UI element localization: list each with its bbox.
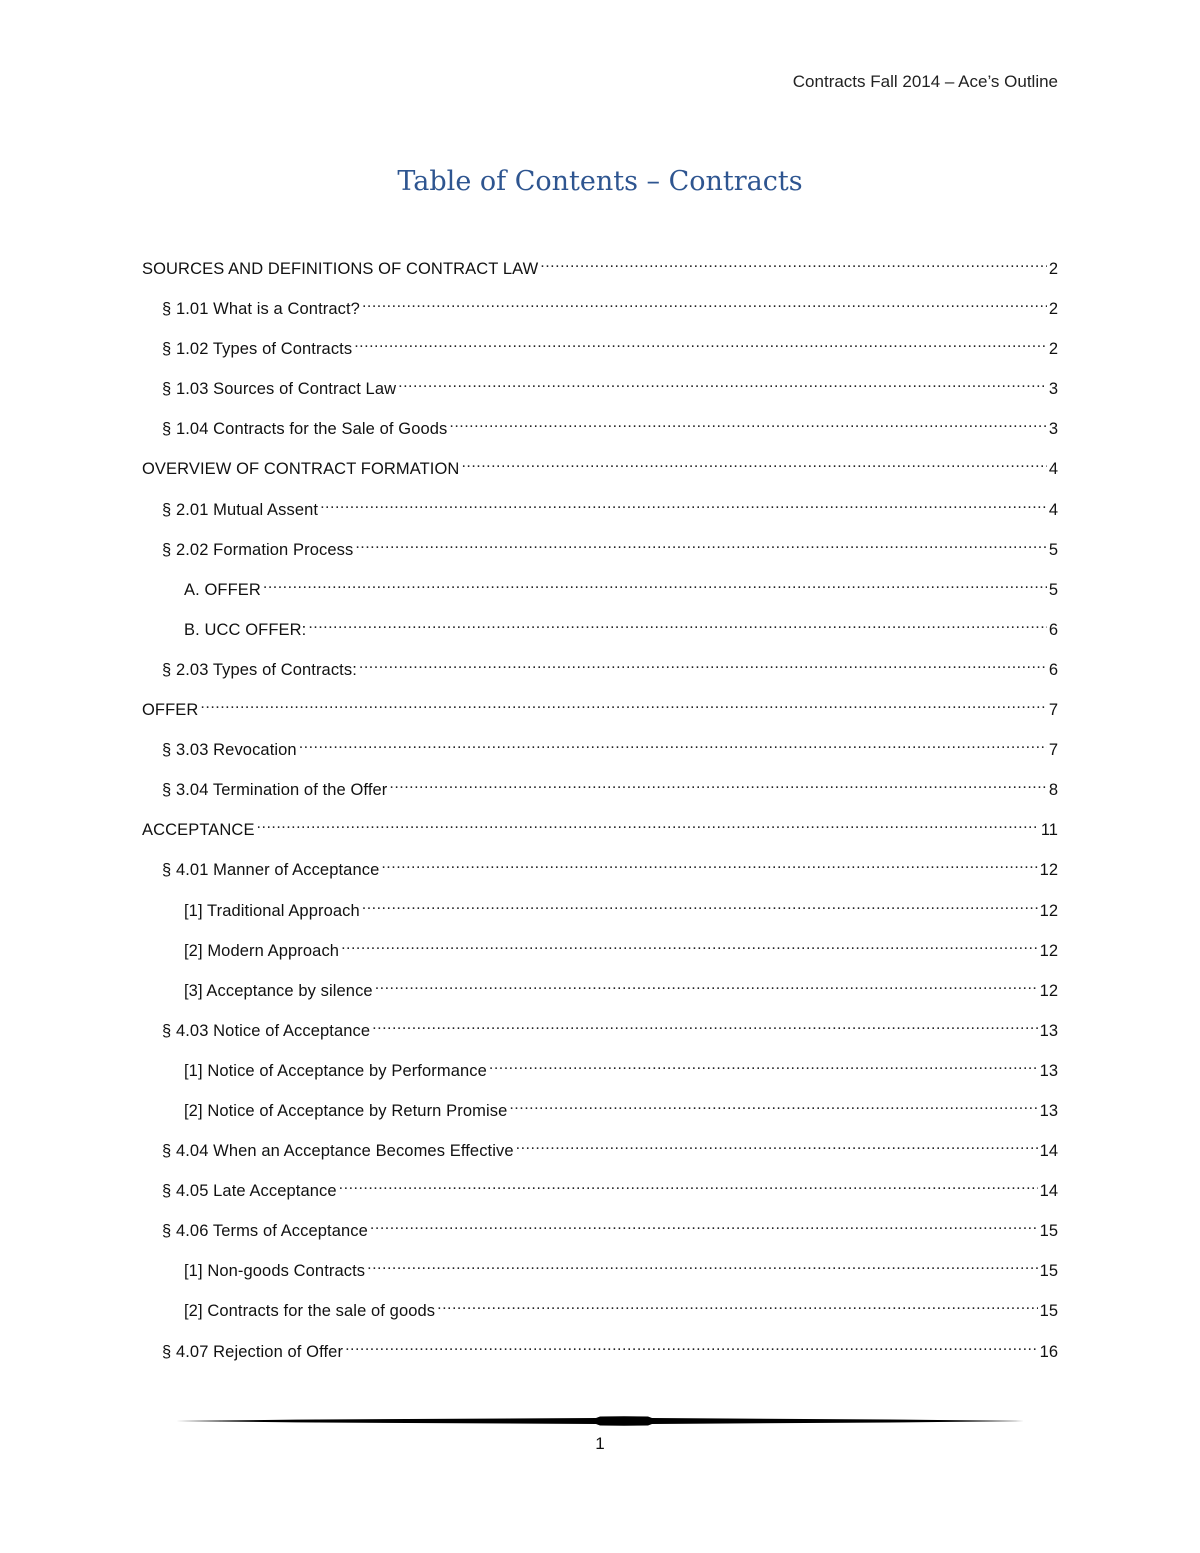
dot-leader (461, 458, 1046, 474)
toc-entry-label[interactable]: § 4.07 Rejection of Offer (162, 1342, 344, 1361)
dot-leader (308, 619, 1047, 635)
toc-entry[interactable] (142, 575, 1058, 615)
toc-entry[interactable] (142, 1216, 1058, 1256)
toc-entry[interactable] (142, 695, 1058, 735)
footer-divider (176, 1414, 1024, 1428)
toc-entry-page-number[interactable]: 12 (1039, 981, 1058, 1000)
dot-leader (449, 418, 1046, 434)
toc-entry-page-number[interactable]: 15 (1039, 1302, 1058, 1321)
dot-leader (263, 579, 1047, 595)
dot-leader (362, 900, 1038, 916)
toc-entry[interactable] (142, 775, 1058, 815)
toc-entry-page-number[interactable]: 14 (1039, 1182, 1058, 1201)
dot-leader (381, 859, 1037, 875)
toc-entry[interactable] (142, 294, 1058, 334)
toc-entry-page-number[interactable]: 14 (1039, 1142, 1058, 1161)
toc-entry-page-number[interactable]: 6 (1048, 660, 1058, 679)
toc-entry-page-number[interactable]: 12 (1039, 901, 1058, 920)
toc-entry-label[interactable]: § 1.04 Contracts for the Sale of Goods (162, 420, 448, 439)
toc-entry-page-number[interactable]: 6 (1048, 620, 1058, 639)
toc-entry-label[interactable]: § 1.01 What is a Contract? (162, 300, 360, 319)
page-number: 1 (595, 1434, 605, 1453)
toc-entry[interactable] (142, 735, 1058, 775)
toc-entry[interactable] (142, 855, 1058, 895)
toc-entry-label[interactable]: [2] Modern Approach (184, 941, 340, 960)
toc-entry-page-number[interactable]: 5 (1048, 540, 1058, 559)
toc-entry[interactable] (142, 1136, 1058, 1176)
dot-leader (355, 539, 1046, 555)
toc-entry-page-number[interactable]: 3 (1048, 380, 1058, 399)
dot-leader (372, 1020, 1037, 1036)
toc-entry-page-number[interactable]: 2 (1048, 340, 1058, 359)
dot-leader (398, 378, 1047, 394)
table-of-contents (142, 254, 1058, 1377)
toc-entry-label[interactable]: A. OFFER (184, 580, 261, 599)
toc-entry-page-number[interactable]: 2 (1048, 260, 1058, 278)
toc-entry-label[interactable]: B. UCC OFFER: (184, 620, 307, 639)
dot-leader (509, 1100, 1037, 1116)
toc-entry-label[interactable]: OFFER (142, 701, 199, 720)
dot-leader (345, 1341, 1038, 1357)
toc-entry[interactable] (142, 1016, 1058, 1056)
toc-entry-page-number[interactable]: 13 (1039, 1061, 1058, 1080)
toc-entry-page-number[interactable]: 4 (1048, 500, 1058, 519)
dot-leader (341, 940, 1038, 956)
toc-entry[interactable] (142, 1256, 1058, 1296)
dot-leader (339, 1180, 1038, 1196)
toc-entry-label[interactable]: § 2.02 Formation Process (162, 540, 354, 559)
toc-entry[interactable] (142, 495, 1058, 535)
toc-entry[interactable] (142, 1056, 1058, 1096)
toc-entry[interactable] (142, 334, 1058, 374)
toc-entry[interactable] (142, 615, 1058, 655)
toc-entry-label[interactable]: ACCEPTANCE (142, 821, 255, 840)
toc-entry[interactable] (142, 896, 1058, 936)
toc-entry-label[interactable]: § 2.01 Mutual Assent (162, 500, 319, 519)
toc-entry-page-number[interactable]: 15 (1039, 1262, 1058, 1281)
toc-entry[interactable] (142, 414, 1058, 454)
toc-title: Table of Contents – Contracts (397, 166, 803, 197)
toc-entry-page-number[interactable]: 2 (1048, 300, 1058, 319)
toc-entry-label[interactable]: [1] Traditional Approach (184, 901, 360, 920)
toc-entry[interactable] (142, 815, 1058, 855)
dot-leader (375, 980, 1038, 996)
toc-entry-page-number[interactable]: 4 (1048, 460, 1058, 479)
toc-entry[interactable] (142, 976, 1058, 1016)
dot-leader (200, 699, 1046, 715)
toc-entry-label[interactable]: [1] Non-goods Contracts (184, 1262, 366, 1281)
toc-entry-page-number[interactable]: 12 (1039, 941, 1058, 960)
toc-entry-page-number[interactable]: 12 (1039, 861, 1058, 880)
toc-entry-page-number[interactable]: 13 (1039, 1101, 1058, 1120)
dot-leader (516, 1140, 1038, 1156)
toc-entry-page-number[interactable]: 8 (1048, 781, 1058, 800)
dot-leader (359, 659, 1047, 675)
toc-entry-page-number[interactable]: 7 (1048, 741, 1058, 760)
toc-entry[interactable] (142, 1296, 1058, 1336)
toc-entry-page-number[interactable]: 13 (1039, 1021, 1058, 1040)
toc-entry-label[interactable]: § 3.04 Termination of the Offer (162, 781, 388, 800)
toc-entry-label[interactable]: § 4.05 Late Acceptance (162, 1182, 337, 1201)
dot-leader (367, 1260, 1037, 1276)
toc-entry-label[interactable]: [2] Notice of Acceptance by Return Promise (184, 1101, 508, 1120)
dot-leader (389, 779, 1046, 795)
dot-leader (437, 1300, 1038, 1316)
toc-entry[interactable] (142, 454, 1058, 494)
toc-entry[interactable] (142, 936, 1058, 976)
dot-leader (540, 258, 1047, 274)
toc-entry-label[interactable]: § 4.06 Terms of Acceptance (162, 1222, 368, 1241)
dot-leader (489, 1060, 1038, 1076)
toc-entry-label[interactable]: § 4.01 Manner of Acceptance (162, 861, 380, 880)
toc-entry-label[interactable]: § 4.04 When an Acceptance Becomes Effective (162, 1142, 514, 1161)
toc-entry-label[interactable]: [1] Notice of Acceptance by Performance (184, 1061, 487, 1080)
toc-entry[interactable] (142, 535, 1058, 575)
running-header: Contracts Fall 2014 – Ace’s Outline (792, 72, 1058, 91)
toc-entry[interactable] (142, 1096, 1058, 1136)
dot-leader (354, 338, 1047, 354)
dot-leader (299, 739, 1047, 755)
toc-entry-page-number[interactable]: 16 (1039, 1342, 1058, 1361)
toc-entry[interactable] (142, 374, 1058, 414)
dot-leader (370, 1220, 1038, 1236)
toc-entry-page-number[interactable]: 5 (1048, 580, 1058, 599)
dot-leader (362, 298, 1047, 314)
toc-entry-page-number[interactable]: 3 (1048, 420, 1058, 439)
toc-entry-label[interactable]: [3] Acceptance by silence (184, 981, 373, 1000)
toc-entry-label[interactable]: § 1.03 Sources of Contract Law (162, 380, 397, 399)
toc-entry-label[interactable]: OVERVIEW OF CONTRACT FORMATION (142, 460, 460, 479)
toc-entry[interactable] (142, 1176, 1058, 1216)
toc-entry-label[interactable]: SOURCES AND DEFINITIONS OF CONTRACT LAW (142, 260, 539, 278)
toc-entry[interactable] (142, 1337, 1058, 1377)
dot-leader (257, 819, 1039, 835)
toc-entry-page-number[interactable]: 15 (1039, 1222, 1058, 1241)
dot-leader (320, 499, 1047, 515)
toc-entry-label[interactable]: § 3.03 Revocation (162, 741, 297, 760)
toc-entry-label[interactable]: § 1.02 Types of Contracts (162, 340, 353, 359)
toc-entry[interactable] (142, 254, 1058, 294)
toc-entry-label[interactable]: [2] Contracts for the sale of goods (184, 1302, 436, 1321)
toc-entry-label[interactable]: § 2.03 Types of Contracts: (162, 660, 357, 679)
toc-entry-label[interactable]: § 4.03 Notice of Acceptance (162, 1021, 371, 1040)
toc-entry-page-number[interactable]: 11 (1040, 821, 1058, 840)
toc-entry[interactable] (142, 655, 1058, 695)
toc-entry-page-number[interactable]: 7 (1048, 701, 1058, 720)
